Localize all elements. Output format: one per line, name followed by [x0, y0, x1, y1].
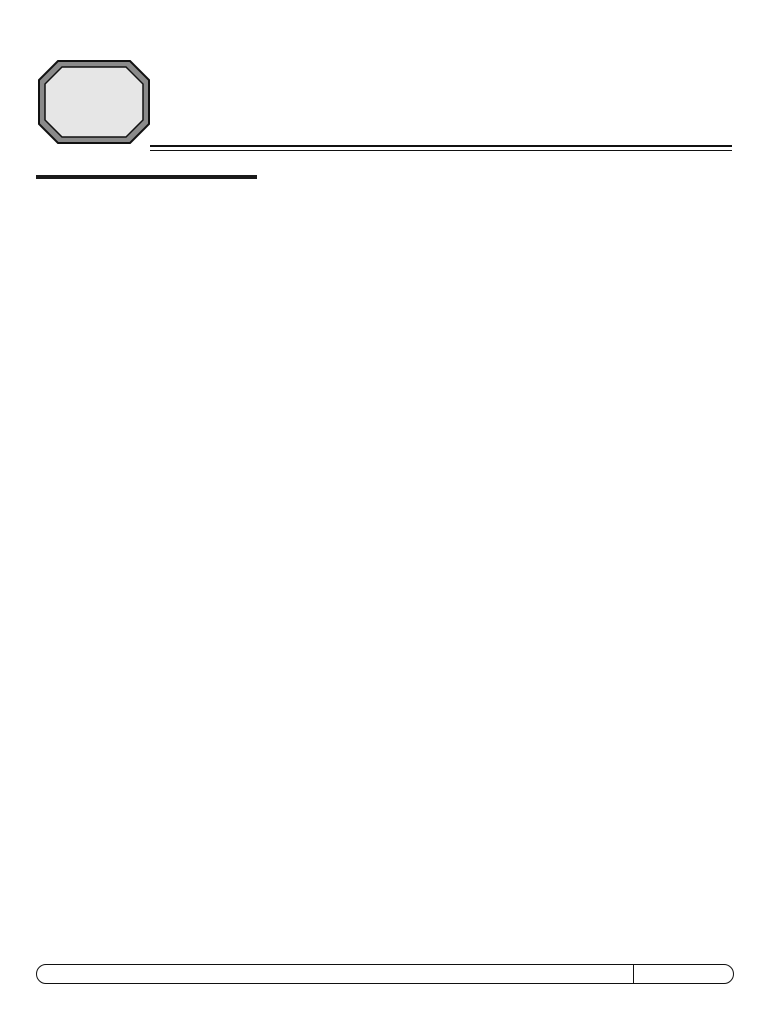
right-column: [391, 172, 736, 182]
left-column: [36, 170, 381, 195]
footer-bar: [36, 964, 734, 984]
header-rule: [150, 145, 732, 147]
badge-number: [38, 60, 150, 144]
set-number-badge: [38, 60, 150, 144]
footer-divider: [633, 964, 634, 984]
header-rule-thin: [150, 150, 732, 151]
section-heading: [36, 175, 257, 179]
